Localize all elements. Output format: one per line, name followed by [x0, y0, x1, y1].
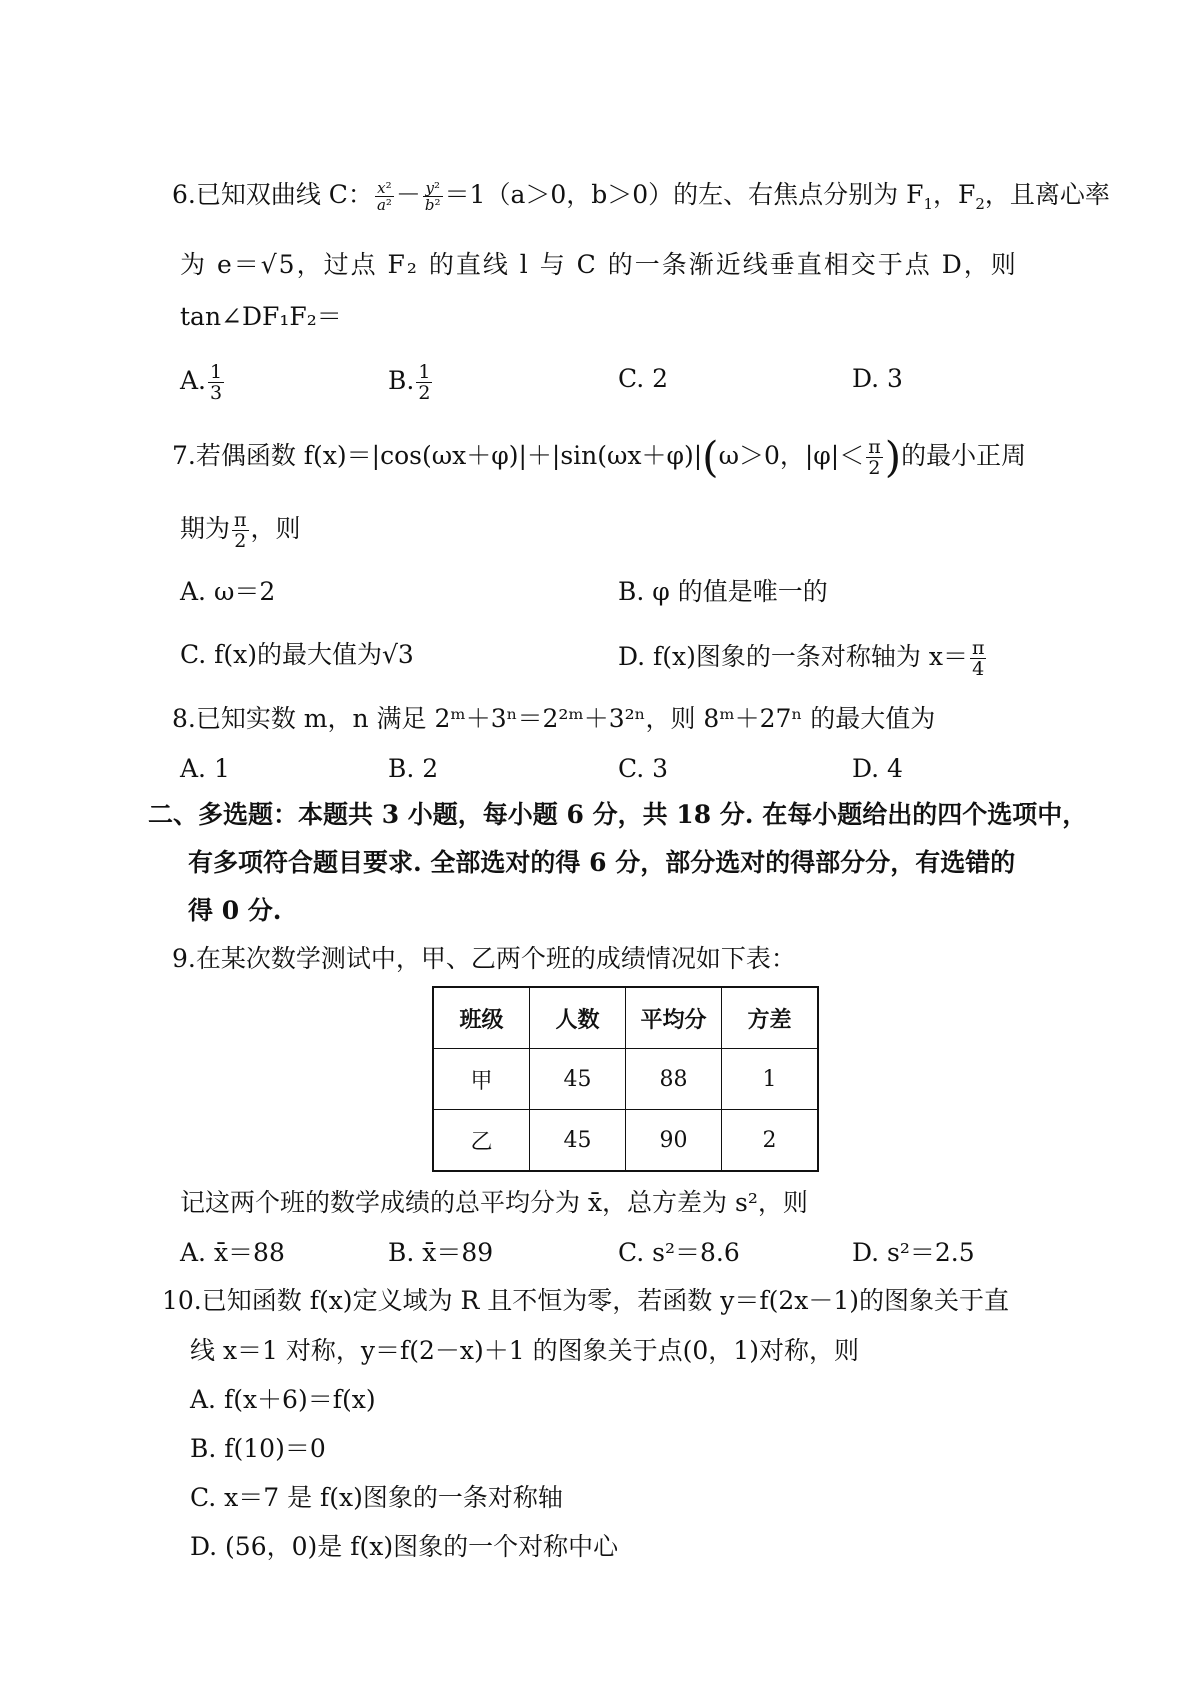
table-header-cell: 班级 — [433, 987, 530, 1049]
q10-line2: 线 x＝1 对称，y＝f(2－x)＋1 的图象关于点(0，1)对称，则 — [190, 1336, 859, 1365]
table-cell: 88 — [626, 1049, 722, 1110]
q7-number: 7. — [172, 441, 196, 470]
q10-option-a: A. f(x＋6)＝f(x) — [190, 1385, 376, 1414]
q6-line2: 为 e＝√5，过点 F₂ 的直线 l 与 C 的一条渐近线垂直相交于点 D，则 — [180, 250, 1018, 279]
q7-pi-frac: $\frac{\pi}{2}$ — [868, 436, 881, 479]
section2-line3: 得 0 分. — [188, 896, 282, 925]
q6-text-mid: （a＞0，b＞0）的左、右焦点分别为 F — [485, 180, 924, 209]
q8-option-a: A. 1 — [180, 754, 230, 783]
q7-option-d — [618, 638, 988, 679]
q10-option-c: C. x＝7 是 f(x)图象的一条对称轴 — [190, 1483, 563, 1512]
table-cell: 45 — [530, 1049, 626, 1110]
q6-line1: 6.已知双曲线 C： $\frac{\text{x²}}{\text{a²}}$ － $\frac{\text{y²}}{\text{b²}}$ ＝1（a＞0，b＞0）的左、右焦点分别为 $F_1$，$F_2$，且离心率 — [172, 179, 1110, 214]
q7-text-start: 若偶函数 f(x)＝|cos(ωx＋φ)|＋|sin(ωx＋φ)| — [195, 441, 703, 470]
q6-text-end: ，且离心率 — [984, 180, 1110, 209]
q10-option-d: D. (56，0)是 f(x)图象的一个对称中心 — [190, 1532, 619, 1561]
q6-text-start: 已知双曲线 C： — [195, 180, 373, 209]
q6-line3: tan∠DF₁F₂＝ — [180, 302, 342, 331]
q6-text-f2: ，F — [933, 180, 976, 209]
table-header-cell: 平均分 — [626, 987, 722, 1049]
q7-period-frac: $\frac{\pi}{2}$ — [234, 509, 247, 552]
q9-option-d: D. s²＝2.5 — [852, 1238, 975, 1267]
q6-frac-y: $\frac{\text{y²}}{\text{b²}}$ — [424, 179, 441, 214]
q7-line2-end: ，则 — [250, 514, 301, 543]
score-table — [432, 986, 819, 1172]
q7-condition: ω＞0，|φ|＜ — [718, 441, 865, 470]
q7-option-c: C. f(x)的最大值为√3 — [180, 640, 414, 669]
q8-option-d: D. 4 — [852, 754, 903, 783]
q9-after-text: 记这两个班的数学成绩的总平均分为 x̄，总方差为 s²，则 — [180, 1188, 808, 1217]
q7-line2 — [180, 510, 301, 551]
q7-text-end: 的最小正周 — [901, 441, 1027, 470]
table-cell: 2 — [722, 1110, 819, 1172]
table-cell: 90 — [626, 1110, 722, 1172]
q10-option-b: B. f(10)＝0 — [190, 1434, 326, 1463]
q6-number: 6. — [172, 180, 196, 209]
table-cell: 乙 — [433, 1110, 530, 1172]
table-row — [433, 1110, 818, 1172]
q7-line1: 7.若偶函数 f(x)＝|cos(ωx＋φ)|＋|sin(ωx＋φ)|(ω＞0，|φ|＜ $\frac{\pi}{2}$ )的最小正周 — [172, 432, 1027, 482]
table-row — [433, 1049, 818, 1110]
q6-frac-x: $\frac{\text{x²}}{\text{a²}}$ — [376, 179, 392, 214]
section2-line1: 二、多选题：本题共 3 小题，每小题 6 分，共 18 分. 在每小题给出的四个选项中， — [148, 800, 1088, 829]
q6-option-c: C. 2 — [618, 364, 669, 393]
table-cell: 45 — [530, 1110, 626, 1172]
table-cell: 1 — [722, 1049, 819, 1110]
q7-option-b: B. φ 的值是唯一的 — [618, 577, 828, 606]
q9-option-c: C. s²＝8.6 — [618, 1238, 740, 1267]
q6-option-b — [388, 362, 434, 403]
q8-option-c: C. 3 — [618, 754, 669, 783]
q6-option-a-frac: $\frac{1}{3}$ — [210, 361, 223, 404]
q6-option-a-label: A. — [180, 366, 207, 395]
q6-option-b-label: B. — [388, 366, 415, 395]
q7-option-a: A. ω＝2 — [180, 577, 276, 606]
q7-option-d-label: D. f(x)图象的一条对称轴为 x＝ — [618, 642, 968, 671]
q9-stem: 9.在某次数学测试中，甲、乙两个班的成绩情况如下表： — [172, 944, 796, 973]
section2-line2: 有多项符合题目要求. 全部选对的得 6 分，部分选对的得部分分，有选错的 — [188, 848, 1016, 877]
q6-option-b-frac: $\frac{1}{2}$ — [418, 361, 431, 404]
table-cell: 甲 — [433, 1049, 530, 1110]
q8-stem: 8.已知实数 m，n 满足 2ᵐ＋3ⁿ＝2²ᵐ＋3²ⁿ，则 8ᵐ＋27ⁿ 的最大值为 — [172, 704, 936, 733]
q9-option-b: B. x̄＝89 — [388, 1238, 494, 1267]
table-header-cell: 人数 — [530, 987, 626, 1049]
table-header-row — [433, 987, 818, 1049]
q9-option-a: A. x̄＝88 — [180, 1238, 285, 1267]
q8-option-b: B. 2 — [388, 754, 439, 783]
q10-line1: 10.已知函数 f(x)定义域为 R 且不恒为零，若函数 y＝f(2x－1)的图象关于直 — [162, 1286, 1010, 1315]
q6-option-a — [180, 362, 226, 403]
q7-option-d-frac: $\frac{\pi}{4}$ — [971, 637, 985, 680]
q7-line2-start: 期为 — [180, 514, 231, 543]
q6-option-d: D. 3 — [852, 364, 903, 393]
table-header-cell: 方差 — [722, 987, 819, 1049]
